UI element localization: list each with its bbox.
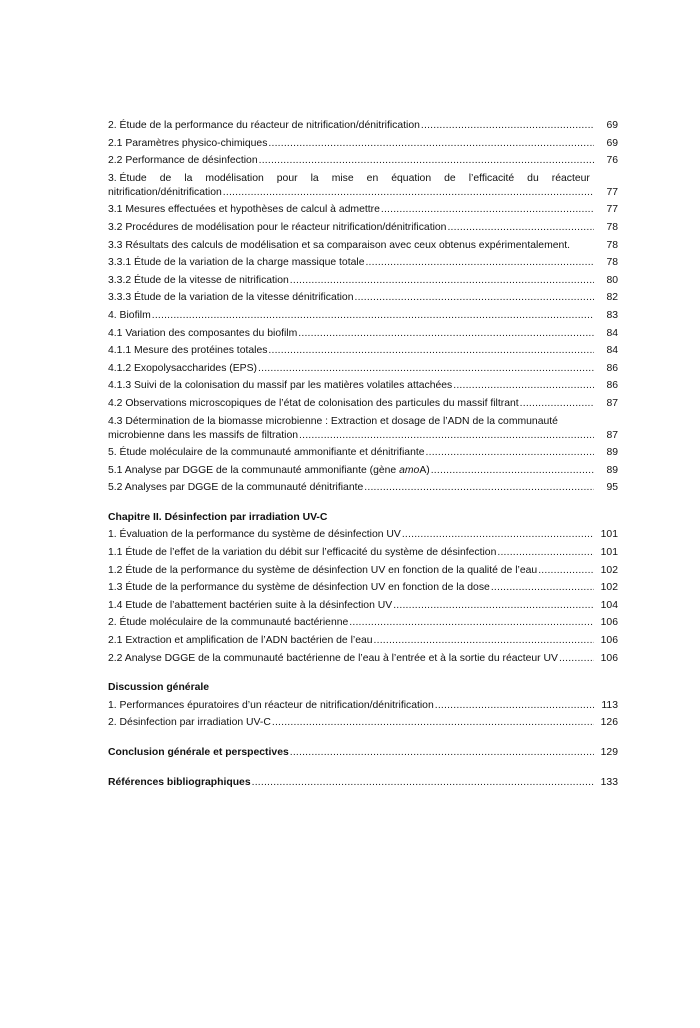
toc-entry-line1: 4.3 Détermination de la biomasse microbienne : Extraction et dosage de l’ADN de la communauté [108,415,558,427]
toc-page-number: 101 [600,529,618,541]
toc-page-number: 82 [606,292,618,304]
toc-entry-title: 1.2 Étude de la performance du système de désinfection UV en fonction de la qualité de l’eau [108,564,538,576]
toc-entry-title: 1. Performances épuratoires d’un réacteur de nitrification/dénitrification [108,699,434,711]
leader-dots [364,481,594,495]
leader-dots [299,429,594,443]
toc-entry-title: Références bibliographiques [108,776,251,788]
toc-entry-title: 2. Étude de la performance du réacteur de nitrification/dénitrification [108,120,420,131]
toc-entry [108,119,618,133]
toc-page-number: 87 [606,397,618,409]
toc-entry-title: microbienne dans les massifs de filtration [108,429,299,441]
toc-entry [108,274,618,288]
toc-page-number: 77 [606,204,618,216]
leader-dots [298,327,594,341]
toc-entry [108,599,618,613]
toc-entry-title: 1. Évaluation de la performance du système de désinfection UV [108,529,401,541]
toc-entry-title: 5.2 Analyses par DGGE de la communauté dénitrifiante [108,482,364,494]
toc-page-number: 84 [606,345,618,357]
toc-entry [108,652,618,666]
leader-dots [426,446,594,460]
toc-word: de [159,172,172,184]
section-heading: Discussion générale [108,682,210,694]
leader-dots [349,616,594,630]
leader-dots [421,119,594,133]
leader-dots [252,776,594,790]
toc-page-number: 133 [600,776,618,788]
toc-entry-title: 1.1 Étude de l’effet de la variation du débit sur l’efficacité du système de désinfection [108,547,497,559]
toc-entry-title: 2.2 Analyse DGGE de la communauté bactérienne de l’eau à l’entrée et à la sortie du réacteur UV [108,652,558,664]
toc-entry [108,581,618,595]
leader-dots [290,274,594,288]
toc-entry-line1 [108,172,590,186]
toc-page-number: 83 [606,309,618,321]
toc-entry-title: 3.3.2 Étude de la vitesse de nitrification [108,274,289,286]
toc-entry [108,634,618,648]
toc-entry [108,309,618,323]
toc-entry [108,291,618,305]
toc-entry-title: 3.3 Résultats des calculs de modélisation et sa comparaison avec ceux obtenus expérimentalement. [108,239,571,251]
toc-page-number: 101 [600,547,618,559]
leader-dots [259,154,594,168]
toc-page-number: 104 [600,599,618,611]
toc-entry [108,481,618,495]
toc-page-number: 102 [600,564,618,576]
toc-word: en [366,172,379,184]
toc-entry-title: 2.2 Performance de désinfection [108,155,258,167]
toc-page-number: 89 [606,447,618,459]
toc-entry [108,362,618,376]
toc-word: réacteur [551,172,590,184]
leader-dots [393,599,594,613]
leader-dots [402,528,594,542]
leader-dots [268,137,594,151]
toc-entry [108,327,618,341]
toc-entry-title: 2. Désinfection par irradiation UV-C [108,717,271,729]
leader-dots [290,746,594,760]
toc-entry-title: 1.3 Étude de la performance du système de désinfection UV en fonction de la dose [108,582,490,594]
toc-entry-title: 4.1.1 Mesure des protéines totales [108,345,268,357]
toc-word: pour [276,172,298,184]
toc-page-number: 80 [606,274,618,286]
toc-entry [108,172,618,200]
toc-entry [108,239,618,253]
table-of-contents [108,119,618,793]
toc-entry [108,716,618,730]
toc-entry [108,256,618,270]
toc-entry-title: 4.2 Observations microscopiques de l’état de colonisation des particules du massif filtrant [108,397,519,409]
toc-entry [108,137,618,151]
toc-entry-title: 2.1 Paramètres physico-chimiques [108,137,268,149]
toc-page-number: 129 [600,747,618,758]
leader-dots [268,344,594,358]
toc-entry-title: 3.2 Procédures de modélisation pour le réacteur nitrification/dénitrification [108,221,447,233]
leader-dots [559,652,594,666]
toc-entry [108,203,618,217]
toc-page-number: 69 [606,120,618,131]
toc-word: 3. Étude [108,172,147,184]
toc-entry [108,446,618,460]
toc-entry [108,344,618,358]
toc-entry [108,564,618,578]
toc-page-number: 102 [600,582,618,594]
toc-word: de [444,172,456,184]
toc-entry-title: 4.1.2 Exopolysaccharides (EPS) [108,362,258,374]
toc-page-number: 95 [606,482,618,494]
toc-entry-title: 3.3.1 Étude de la variation de la charge massique totale [108,257,365,269]
toc-entry-title: 2. Étude moléculaire de la communauté bactérienne [108,617,349,629]
toc-page-number: 106 [600,617,618,629]
toc-page-number: 84 [606,327,618,339]
toc-entry [108,379,618,393]
leader-dots [258,362,594,376]
toc-page-number: 78 [606,221,618,233]
toc-page-number: 78 [606,257,618,269]
toc-entry [108,699,618,713]
toc-entry-title: 4.1 Variation des composantes du biofilm [108,327,298,339]
toc-entry-title: 5. Étude moléculaire de la communauté ammonifiante et dénitrifiante [108,447,425,459]
leader-dots [453,379,594,393]
toc-word: modélisation [205,172,264,184]
leader-dots [381,203,594,217]
toc-entry [108,397,618,411]
leader-dots [354,291,594,305]
toc-entry [108,221,618,235]
toc-entry [108,746,618,760]
toc-entry-title: 3.3.3 Étude de la variation de la vitesse dénitrification [108,292,354,304]
toc-entry [108,776,618,790]
leader-dots [435,699,594,713]
toc-entry-title [108,464,430,478]
toc-page-number: 106 [600,635,618,647]
chapter-heading: Chapitre II. Désinfection par irradiation UV-C [108,511,328,523]
leader-dots [223,186,594,200]
toc-entry-title: 1.4 Etude de l’abattement bactérien suite à la désinfection UV [108,599,393,611]
toc-entry [108,528,618,542]
leader-dots [538,564,594,578]
leader-dots [374,634,594,648]
toc-entry-title: 4. Biofilm [108,309,151,321]
toc-page-number: 86 [606,362,618,374]
leader-dots [520,397,594,411]
toc-page-number: 78 [606,239,618,251]
leader-dots [497,546,594,560]
toc-page-number: 77 [606,186,618,198]
toc-word: la [310,172,319,184]
toc-entry-title: 3.1 Mesures effectuées et hypothèses de calcul à admettre [108,204,380,216]
toc-entry [108,154,618,168]
leader-dots [491,581,594,595]
toc-entry-title: nitrification/dénitrification [108,186,222,198]
toc-entry [108,546,618,560]
toc-word: l’efficacité [468,172,515,184]
toc-entry [108,415,618,443]
leader-dots [431,464,594,478]
toc-page-number: 89 [606,464,618,476]
leader-dots [447,221,594,235]
toc-page-number: 69 [606,137,618,149]
toc-word: mise [331,172,354,184]
toc-title-part: A) [419,464,430,476]
toc-page-number: 113 [601,699,618,711]
toc-page-number: 86 [606,380,618,392]
toc-word: équation [391,172,432,184]
leader-dots [272,716,594,730]
toc-entry-title: Conclusion générale et perspectives [108,747,289,758]
toc-title-part: 5.1 Analyse par DGGE de la communauté ammonifiante (gène [108,464,400,476]
toc-title-italic: amo [399,464,420,476]
toc-entry-line2 [108,186,618,200]
leader-dots [365,256,594,270]
toc-page-number: 87 [606,429,618,441]
toc-entry [108,616,618,630]
leader-dots [152,309,594,323]
toc-entry-title: 2.1 Extraction et amplification de l’ADN bactérien de l’eau [108,635,373,647]
toc-entry-line2 [108,429,618,443]
toc-entry-title: 4.1.3 Suivi de la colonisation du massif par les matières volatiles attachées [108,380,453,392]
toc-word: du [527,172,539,184]
toc-entry [108,464,618,478]
toc-page-number: 76 [606,155,618,167]
toc-page-number: 126 [600,717,618,729]
toc-word: la [184,172,193,184]
toc-page-number: 106 [600,652,618,664]
